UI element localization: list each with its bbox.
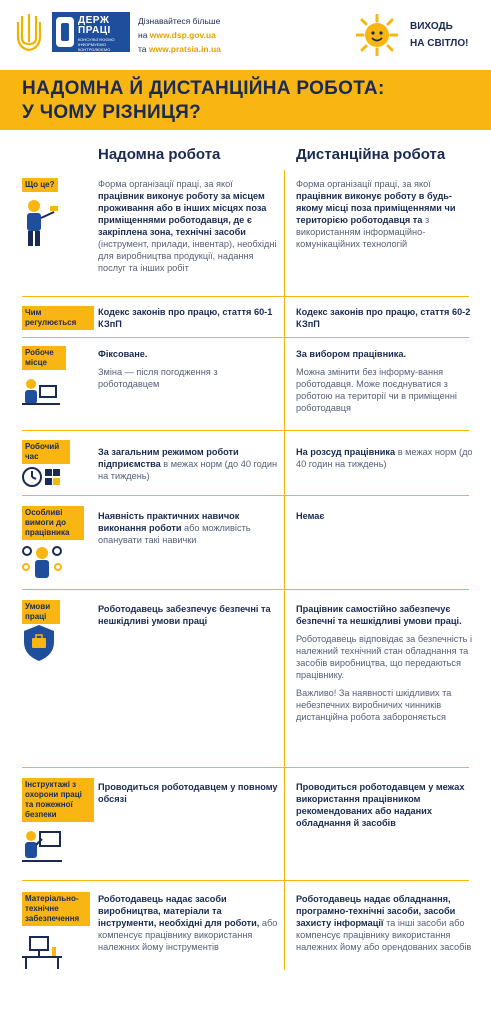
contact-and: та [138,44,147,54]
title-banner [0,70,491,130]
row-divider [22,337,469,338]
shield-icon [22,624,56,662]
row-tag-workplace: Робоче місце [22,346,66,370]
banner-title-line-2: У ЧОМУ РІЗНИЦЯ? [22,102,202,123]
contact-on: на [138,30,148,40]
cell-text: в межах норм (до 40 годин на тиждень) [98,459,278,481]
column-header-home: Надомна робота [98,146,221,163]
cell-bold: працівник виконує роботу за місцем проживання або в інших місцях поза приміщеннями роботодавця, де є закріплена зона, технічні засоби [98,191,267,237]
contact-info [138,14,221,56]
cell-text: Форма організації праці, за якої [296,179,431,189]
remote-cell-regulation [296,306,476,330]
row-tag-briefings: Інструктажі з охорони праці та пожежної безпеки [22,778,94,822]
cell-bold: За вибором працівника. [296,349,407,359]
home-cell-workplace [98,348,278,396]
trident-icon [16,12,42,52]
cell-bold: На розсуд працівника [296,447,396,457]
column-divider [284,170,285,970]
campaign-title [410,18,468,52]
desk-icon [22,374,60,414]
header [0,0,491,66]
cell-text: з використанням інформаційно-комунікаційних технологій [296,215,430,249]
home-cell-what [98,178,278,274]
cell-bold: Роботодавець надає засоби виробництва, матеріали та інструменти, необхідні для роботи, [98,894,260,928]
cell-text: (інструмент, прилади, інвентар), необхідні для виробництва продукції, надання послуг та інших робіт [98,239,277,273]
cell-text: Роботодавець відповідає за безпечність і належний технічний стан обладнання та засобів виробництва, що передаються працівнику. [296,634,472,680]
row-divider [22,880,469,881]
row-divider [22,296,469,297]
row-divider [22,430,469,431]
home-cell-briefings [98,781,278,805]
row-tag-requirements: Особливі вимоги до працівника [22,506,84,540]
contact-prefix: Дізнавайтеся більше [138,16,221,26]
cell-bold: Роботодавець забезпечує безпечні та нешкідливі умови праці [98,604,271,626]
presenter-icon [22,828,62,864]
home-cell-working-time [98,446,278,482]
logo-line-3: КОНСУЛЬТУЮЄМО ІНФОРМУЄМО КОНТРОЛЮЄМО [78,37,115,52]
cell-bold: Працівник самостійно забезпечує безпечні та нешкідливі умови праці. [296,604,462,626]
cell-bold: Роботодавець надає обладнання, програмно-технічні засоби, засоби захисту інформації [296,894,456,928]
sun-icon [356,14,398,56]
cell-bold: Немає [296,511,325,521]
workstation-icon [22,935,62,969]
remote-cell-briefings [296,781,476,829]
home-cell-requirements [98,510,278,546]
clock-icon [22,466,62,488]
cell-bold: працівник виконує роботу в будь-якому місці поза приміщеннями чи територією роботодавця та [296,191,456,225]
derzhpratsi-logo[interactable] [52,12,130,52]
row-tag-working-time: Робочий час [22,440,70,464]
home-cell-supply [98,893,278,953]
column-header-remote: Дистанційна робота [296,146,446,163]
dsp-link[interactable]: www.dsp.gov.ua [149,30,216,40]
logo-line-1: ДЕРЖ [78,15,110,26]
remote-cell-workplace [296,348,476,420]
logo-line-2: ПРАЦІ [78,25,111,36]
row-divider [22,767,469,768]
pratsia-link[interactable]: www.pratsia.in.ua [148,44,221,54]
campaign-line-2: НА СВІТЛО! [410,38,469,49]
remote-cell-supply [296,893,476,953]
cell-text: Форма організації праці, за якої [98,179,233,189]
remote-cell-requirements [296,510,476,522]
logo-mark-icon [56,17,74,47]
cell-bold: Проводиться роботодавцем у повному обсязі [98,782,278,804]
home-cell-regulation [98,306,278,330]
campaign-line-1: ВИХОДЬ [410,21,453,32]
worker-icon [22,198,60,248]
cell-bold: За загальним режимом роботи підприємства [98,447,239,469]
remote-cell-working-time [296,446,476,470]
cell-text: та інші засоби або компенсує працівнику використання належних йому або орендованих засобів [296,918,472,952]
cell-text: Зміна — після погодження з роботодавцем [98,367,218,389]
remote-cell-conditions [296,603,476,729]
cell-text: Важливо! За наявності шкідливих та небезпечних виробничих чинників дистанційна робота забороняється [296,688,452,722]
cell-bold: Фіксоване. [98,349,148,359]
row-divider [22,495,469,496]
cell-bold: Наявність практичних навичок виконання роботи [98,511,240,533]
cell-text: або можливість опанувати такі навички [98,523,251,545]
cell-text: Можна змінити без інформу-вання роботодавця. Може поєднуватися з роботою на території чи в приміщенні роботодавця [296,367,457,413]
cell-text: або компенсує працівнику використання належних йому інструментів [98,918,278,952]
gears-person-icon [22,545,62,581]
row-tag-supply: Матеріально-технічне забезпечення [22,892,90,926]
remote-cell-what [296,178,476,250]
row-tag-conditions: Умови праці [22,600,60,624]
cell-text: в межах норм (до 40 годин на тиждень) [296,447,473,469]
cell-bold: Кодекс законів про працю, стаття 60-2 КЗпП [296,307,471,329]
banner-title-line-1: НАДОМНА Й ДИСТАНЦІЙНА РОБОТА: [22,78,385,99]
cell-bold: Кодекс законів про працю, стаття 60-1 КЗпП [98,307,273,329]
row-divider [22,589,469,590]
row-tag-regulation: Чим регулюється [22,306,94,330]
cell-bold: Проводиться роботодавцем у межах використання працівником рекомендованих або наданих обладнання й засобів [296,782,465,828]
home-cell-conditions [98,603,278,627]
row-tag-what: Що це? [22,178,58,192]
